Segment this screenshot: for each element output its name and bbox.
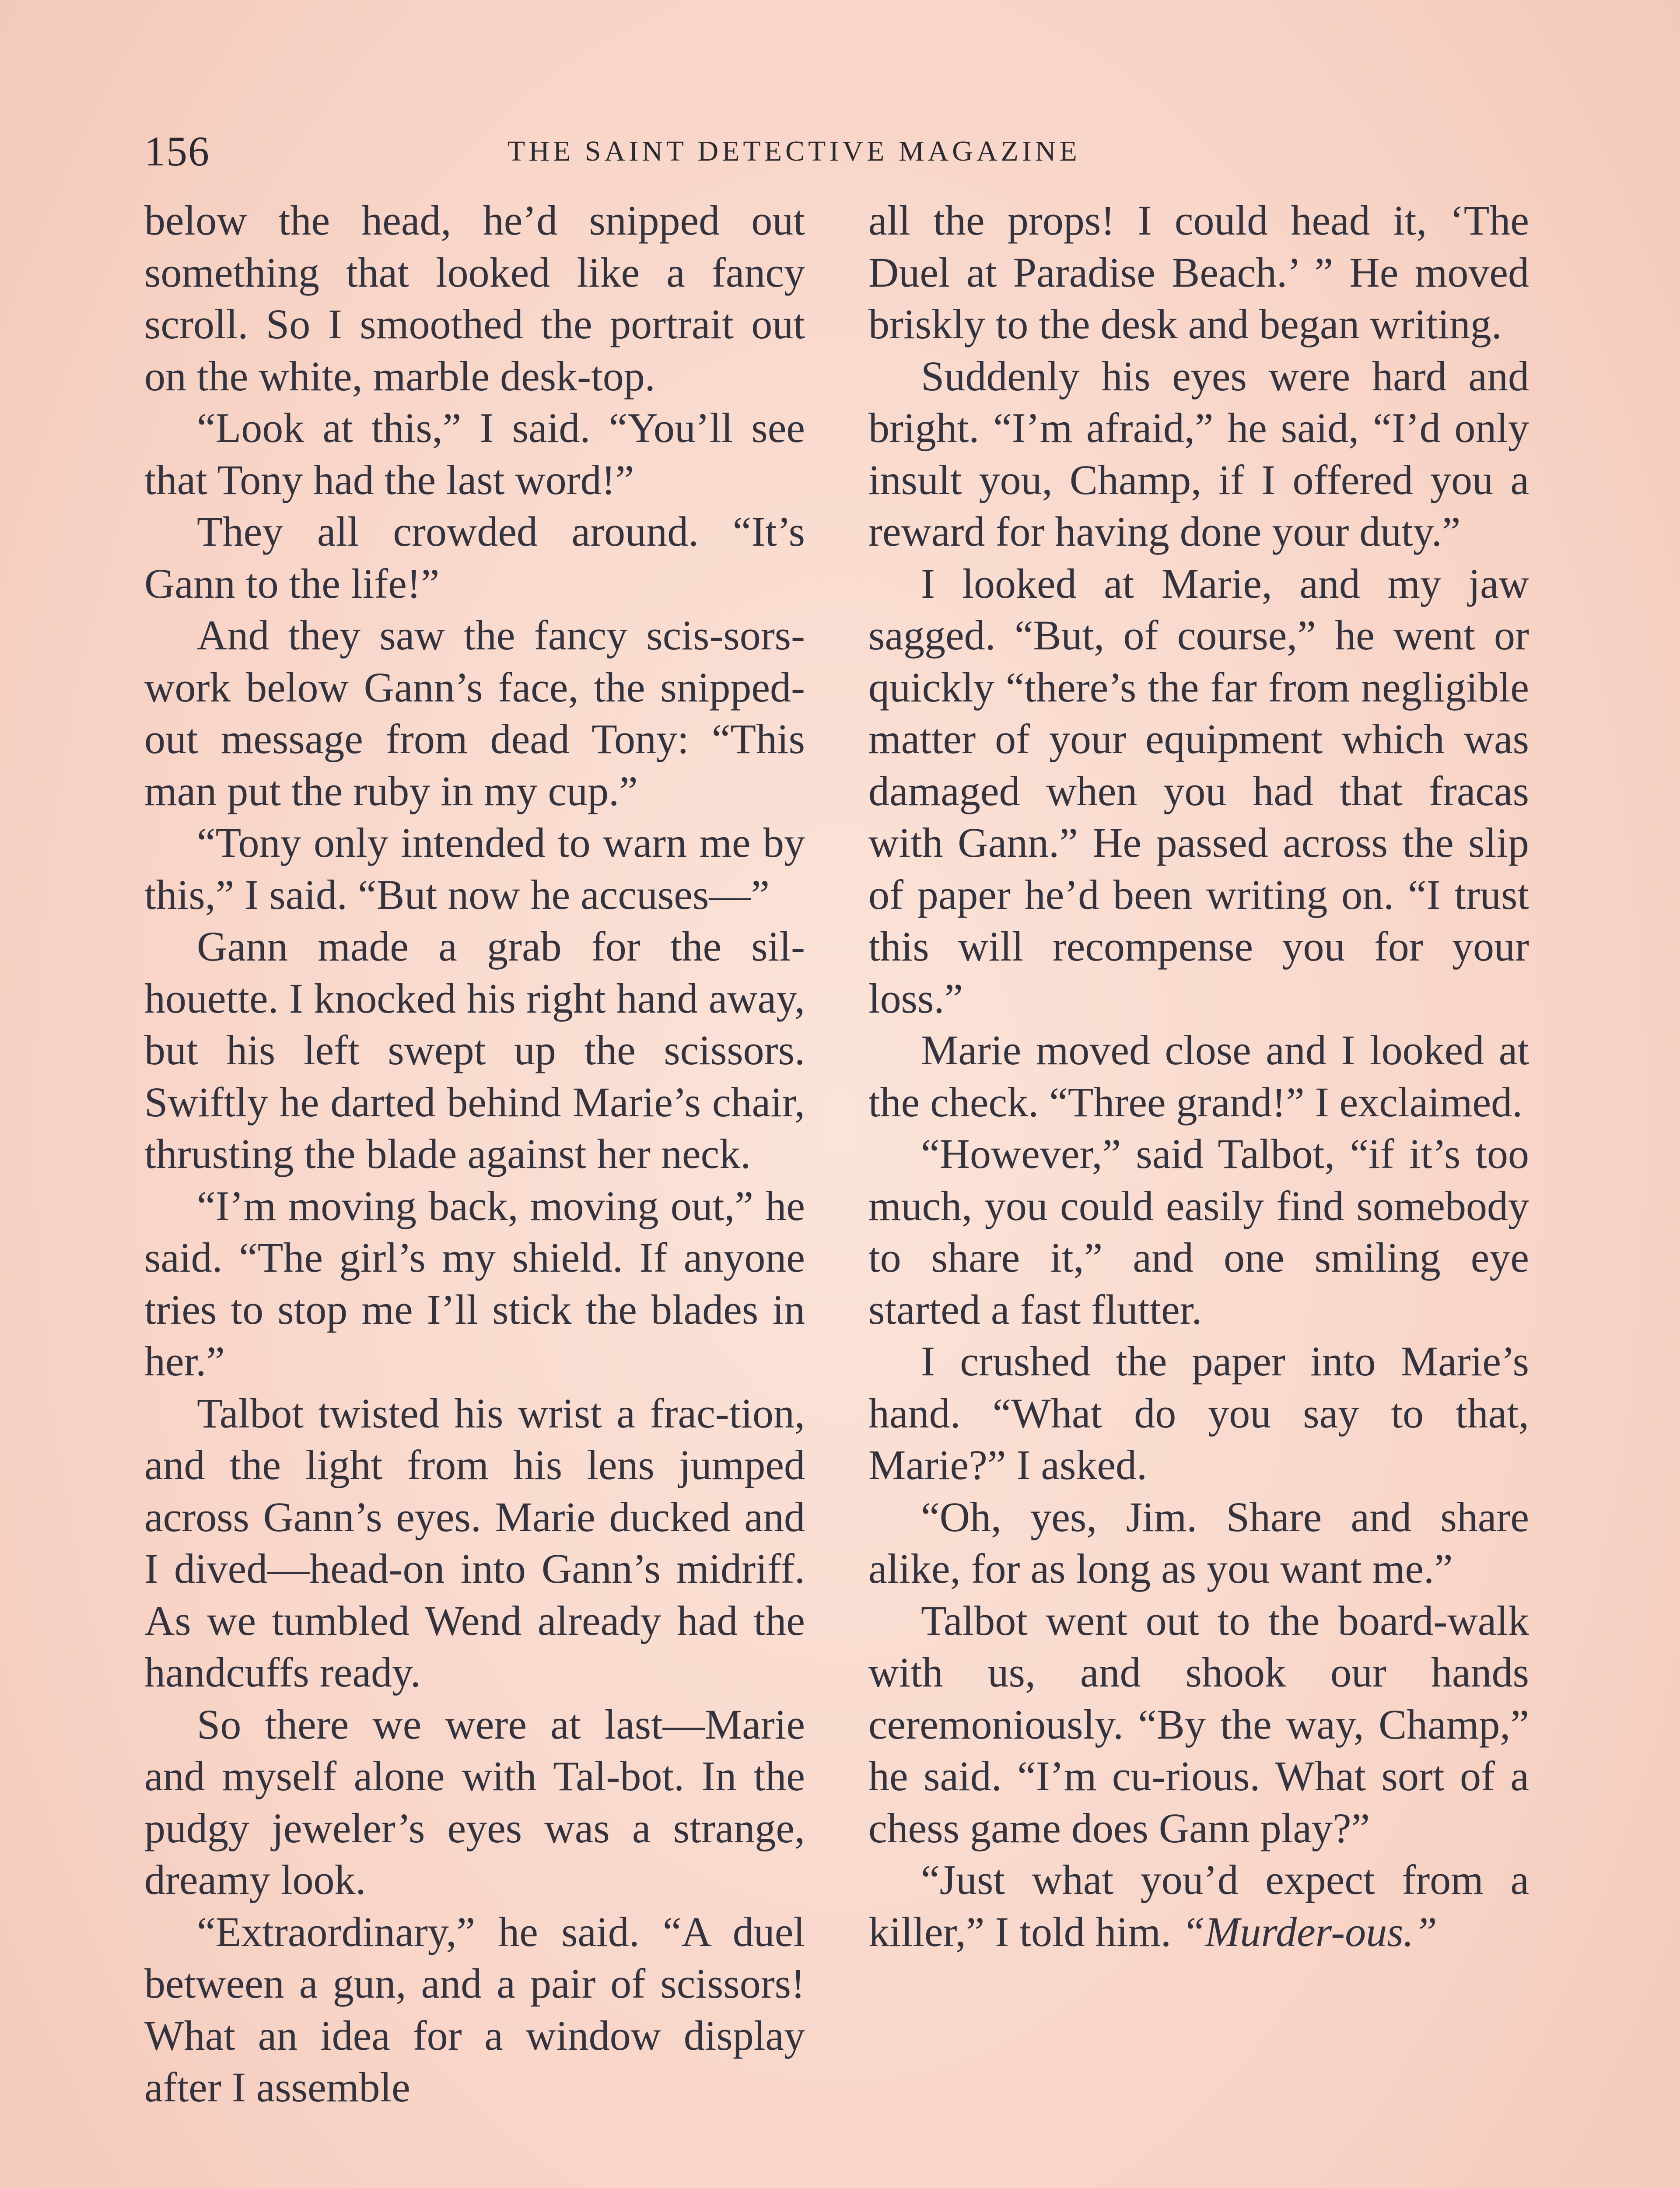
paragraph: I crushed the paper into Marie’s hand. “What do you say to that, Marie?” I asked. <box>868 1338 1529 1488</box>
right-text-column <box>868 195 1529 1958</box>
paragraph: And they saw the fancy scis-sors-work below Gann’s face, the snipped-out message from dead Tony: “This man put the ruby in my cup.” <box>144 612 805 814</box>
paragraph: I looked at Marie, and my jaw sagged. “But, of course,” he went or quickly “there’s the far from negligible matter of your equipment which was damaged when you had that fracas with Gann.” He passed across the slip of paper he’d been writing on. “I trust this will recompense you for your loss.” <box>868 560 1529 1022</box>
paragraph: all the props! I could head it, ‘The Duel at Paradise Beach.’ ” He moved briskly to the desk and began writing. <box>868 197 1529 347</box>
final-paragraph-italic: “Murder-ous.” <box>1182 1908 1437 1955</box>
paragraph: below the head, he’d snipped out something that looked like a fancy scroll. So I smoothed the portrait out on the white, marble desk-top. <box>144 197 805 400</box>
paragraph: Gann made a grab for the sil-houette. I knocked his right hand away, but his left swept up the scissors. Swiftly he darted behind Marie’s chair, thrusting the blade against her neck. <box>144 923 805 1177</box>
paragraph: Marie moved close and I looked at the check. “Three grand!” I exclaimed. <box>868 1027 1529 1126</box>
paragraph: “Extraordinary,” he said. “A duel between a gun, and a pair of scissors! What an idea for a window display after I assemble <box>144 1908 805 2111</box>
paragraph: “However,” said Talbot, “if it’s too much, you could easily find somebody to share it,” and one smiling eye started a fast flutter. <box>868 1130 1529 1333</box>
final-paragraph-text: “Just what you’d expect from a killer,” I told him. <box>868 1856 1529 1955</box>
paragraph: “I’m moving back, moving out,” he said. “The girl’s my shield. If anyone tries to stop me I’ll stick the blades in her.” <box>144 1182 805 1385</box>
paragraph: “Look at this,” I said. “You’ll see that Tony had the last word!” <box>144 404 805 503</box>
magazine-title: THE SAINT DETECTIVE MAGAZINE <box>508 135 1081 167</box>
paragraph: “Oh, yes, Jim. Share and share alike, for as long as you want me.” <box>868 1493 1529 1592</box>
paragraph: Talbot twisted his wrist a frac-tion, and the light from his lens jumped across Gann’s eyes. Marie ducked and I dived—head-on into Gann’s midriff. As we tumbled Wend already had the handcuffs ready. <box>144 1389 805 1696</box>
final-paragraph <box>868 1854 1529 1958</box>
paragraph: Suddenly his eyes were hard and bright. “I’m afraid,” he said, “I’d only insult you, Champ, if I offered you a reward for having done your duty.” <box>868 352 1529 555</box>
paragraph: They all crowded around. “It’s Gann to the life!” <box>144 508 805 607</box>
left-text-column <box>144 195 805 2114</box>
paragraph: So there we were at last—Marie and myself alone with Tal-bot. In the pudgy jeweler’s eyes was a strange, dreamy look. <box>144 1701 805 1903</box>
paragraph: “Tony only intended to warn me by this,” I said. “But now he accuses—” <box>144 819 805 918</box>
page-number: 156 <box>144 128 210 175</box>
running-head <box>144 127 1531 184</box>
paragraph: Talbot went out to the board-walk with us, and shook our hands ceremoniously. “By the way, Champ,” he said. “I’m cu-rious. What sort of a chess game does Gann play?” <box>868 1597 1529 1851</box>
